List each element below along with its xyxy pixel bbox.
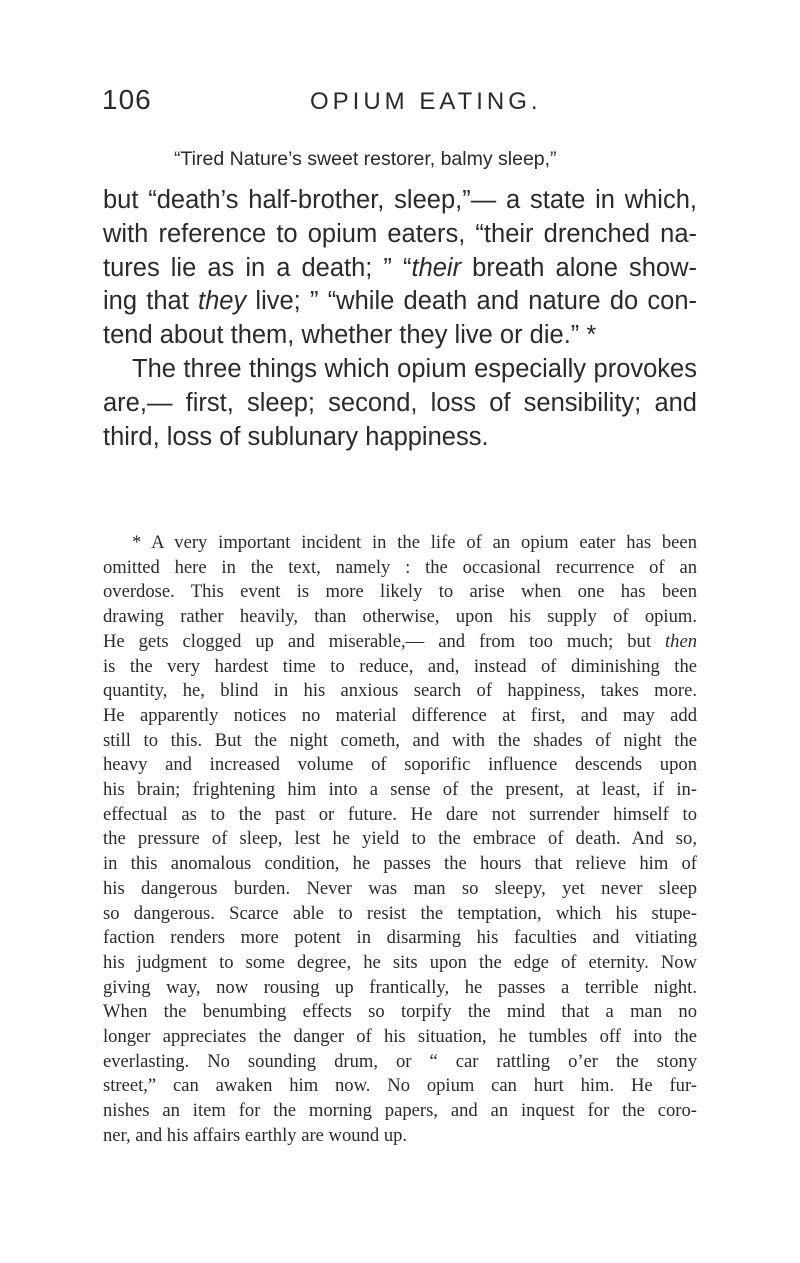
- footnote-line: his dangerous burden. Never was man so sleepy, yet never sleep: [103, 877, 697, 899]
- footnote-line: street,” can awaken him now. No opium can hurt him. He fur-: [103, 1075, 697, 1097]
- footnote-line: so dangerous. Scarce able to resist the temptation, which his stupe-: [103, 902, 697, 924]
- footnote-line: nishes an item for the morning papers, and an inquest for the coro-: [103, 1100, 697, 1122]
- footnote: [103, 531, 697, 1149]
- body-line: but “death’s half-brother, sleep,”— a state in which,: [103, 186, 697, 214]
- footnote-line: the pressure of sleep, lest he yield to the embrace of death. And so,: [103, 828, 697, 850]
- footnote-line: When the benumbing effects so torpify the mind that a man no: [103, 1001, 697, 1023]
- footnote-line: quantity, he, blind in his anxious search of happiness, takes more.: [103, 680, 697, 702]
- body-text: [103, 184, 697, 454]
- footnote-line: longer appreciates the danger of his situation, he tumbles off into the: [103, 1026, 697, 1048]
- footnote-line: giving way, now rousing up frantically, he passes a terrible night.: [103, 976, 697, 998]
- footnote-line: still to this. But the night cometh, and with the shades of night the: [103, 729, 697, 751]
- footnote-line: He gets clogged up and miserable,— and from too much; but then: [103, 630, 697, 652]
- footnote-line: * A very important incident in the life of an opium eater has been: [132, 532, 697, 553]
- body-line: with reference to opium eaters, “their drenched na-: [103, 219, 697, 248]
- footnote-line: effectual as to the past or future. He dare not surrender himself to: [103, 803, 697, 825]
- body-line: The three things which opium especially provokes: [132, 354, 697, 383]
- footnote-line: heavy and increased volume of soporific influence descends upon: [103, 754, 697, 776]
- footnote-line: ner, and his affairs earthly are wound up.: [103, 1124, 408, 1146]
- footnote-line: overdose. This event is more likely to arise when one has been: [103, 581, 697, 603]
- footnote-line: in this anomalous condition, he passes the hours that relieve him of: [103, 853, 697, 875]
- page-header: [0, 84, 800, 124]
- footnote-line: He apparently notices no material difference at first, and may add: [103, 704, 697, 726]
- footnote-line: drawing rather heavily, than otherwise, upon his supply of opium.: [103, 606, 697, 628]
- body-line: third, loss of sublunary happiness.: [103, 422, 489, 451]
- running-head: OPIUM EATING.: [310, 88, 542, 115]
- body-line: are,— first, sleep; second, loss of sensibility; and: [103, 388, 697, 417]
- footnote-line: his brain; frightening him into a sense of the present, at least, if in-: [103, 779, 697, 801]
- page-number: 106: [102, 84, 152, 115]
- footnote-line: his judgment to some degree, he sits upon the edge of eternity. Now: [103, 951, 697, 973]
- footnote-line: faction renders more potent in disarming his faculties and vitiating: [103, 927, 697, 949]
- footnote-line: omitted here in the text, namely : the occasional recurrence of an: [103, 556, 697, 578]
- epigraph-quote: “Tired Nature’s sweet restorer, balmy sleep,”: [174, 148, 557, 170]
- body-line: tures lie as in a death; ” “their breath alone show-: [103, 253, 697, 282]
- footnote-line: everlasting. No sounding drum, or “ car rattling o’er the stony: [103, 1050, 697, 1072]
- body-line: tend about them, whether they live or die.” *: [103, 321, 597, 350]
- footnote-line: is the very hardest time to reduce, and, instead of diminishing the: [103, 655, 697, 677]
- body-line: ing that they live; ” “while death and nature do con-: [103, 287, 698, 316]
